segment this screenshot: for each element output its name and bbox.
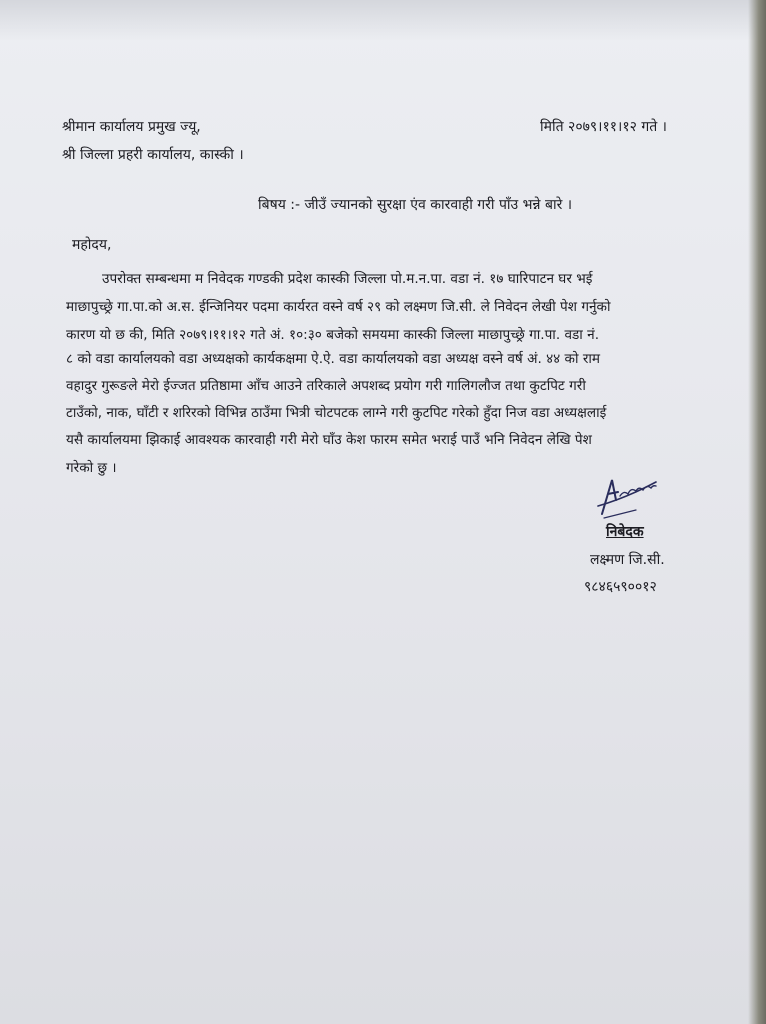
- recipient-line-2: श्री जिल्ला प्रहरी कार्यालय, कास्की ।: [62, 147, 244, 163]
- top-shadow: [0, 0, 766, 40]
- body-line: यसै कार्यालयमा झिकाई आवश्यक कारवाही गरी मेरो घाँउ केश फारम समेत भराई पाउँ भनि निवेदन लेखि पेश: [66, 432, 592, 448]
- signatory-phone: ९८४६५९००१२: [584, 579, 657, 595]
- body-line: उपरोक्त सम्बन्धमा म निवेदक गण्डकी प्रदेश कास्की जिल्ला पो.म.न.पा. वडा नं. १७ घारिपाटन घर भई: [102, 271, 593, 287]
- signatory-name: लक्ष्मण जि.सी.: [590, 552, 665, 568]
- body-line: माछापुच्छ्रे गा.पा.को अ.स. ईन्जिनियर पदमा कार्यरत वस्ने वर्ष २९ को लक्ष्मण जि.सी. ले निवेदन लेखी पेश गर्नुको: [66, 299, 611, 315]
- body-line: वहादुर गुरूङले मेरो ईज्जत प्रतिष्ठामा आँच आउने तरिकाले अपशब्द प्रयोग गरी गालिगलौज तथा कुटपिट गरी: [66, 378, 586, 394]
- letter-date: मिति २०७९।११।१२ गते ।: [540, 119, 667, 135]
- letter-subject: बिषय :- जीउँ ज्यानको सुरक्षा एंव कारवाही गरी पाँउ भन्ने बारे ।: [258, 197, 573, 213]
- signatory-role: निबेदक: [606, 524, 644, 540]
- body-line: टाउँको, नाक, घाँटी र शरिरको विभिन्न ठाउँमा भित्री चोटपटक लाग्ने गरी कुटपिट गरेको हुँदा निज वडा अध्यक्षलाई: [66, 405, 607, 421]
- handwritten-signature: [596, 470, 666, 520]
- paper-edge: [748, 0, 766, 1024]
- body-line: गरेको छु ।: [66, 460, 117, 476]
- salutation: महोदय,: [72, 237, 112, 253]
- body-line: कारण यो छ की, मिति २०७९।११।१२ गते अं. १०:३० बजेको समयमा कास्की जिल्ला माछापुच्छ्रे गा.पा. वडा नं.: [66, 327, 600, 343]
- body-line: ८ को वडा कार्यालयको वडा अध्यक्षको कार्यकक्षमा ऐ.ऐ. वडा कार्यालयको वडा अध्यक्ष वस्ने वर्ष अं. ४४ को राम: [66, 351, 601, 367]
- recipient-line-1: श्रीमान कार्यालय प्रमुख ज्यू,: [62, 119, 201, 135]
